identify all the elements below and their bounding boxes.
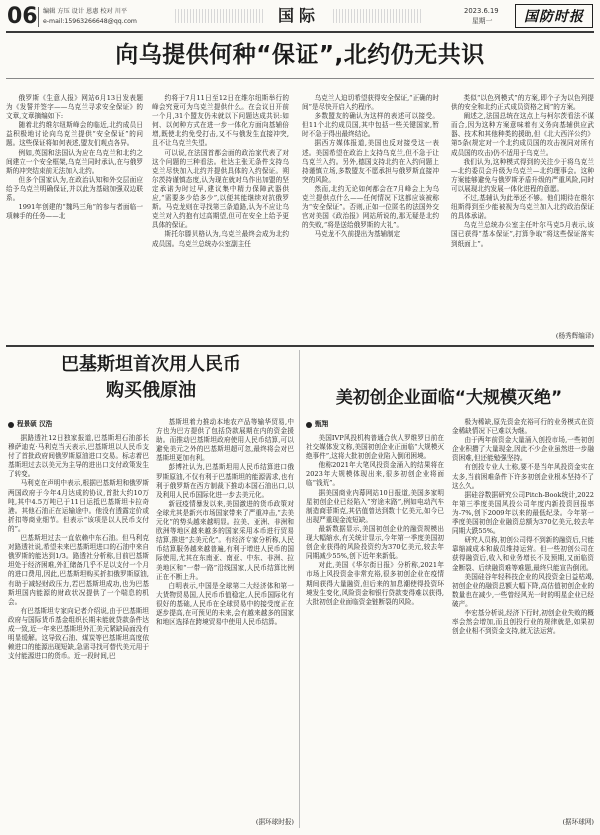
- paragraph: 可以说,在法国首都会面的政治家代表了对这个问题的三种看法。杜达主张无条件支持乌克兰尽快加入北约并提供具体的入约保证。朔尔茨持谨慎态度,认为现在就对乌作出加盟的坚定承诺为时过早,建议集中精力保障武器供应,“需要多少给多少”,以便其能继续对抗俄罗斯。马克龙则在寻找第三条道路,认为不应让乌克兰对入约抱有过高期望,但可在安全上给予更具体的保证。: [152, 148, 289, 230]
- article3-headline: 美初创企业面临“大规模灭绝”: [335, 388, 563, 408]
- paragraph: 据美国商业内幕网站10日报道,美国多家明星初创企业已经陷入“穷途末路”,例如电动汽车制造商菲斯克,其估值曾达到数十亿美元,如今已出现严重现金流短缺。: [306, 488, 444, 524]
- paragraph: 美国IVP风投机构普通合伙人罗维罗日前在社交媒体发文称,美国初创企业正面临“大规模灭绝事件”,这将大批初创企业陷入倒闭困境。: [306, 434, 444, 461]
- paragraph: 乌克兰人迫切希望获得安全保证,“正确的时间”是尽快开启入约程序。: [302, 94, 439, 112]
- paragraph: 马克龙不久前提出为基辅制定: [314, 230, 401, 239]
- paragraph: 美国硅谷年轻科技企业的风投资金日益枯竭,初创企业的融资总额大幅下降,高估值初创企业的数量也在减少,一些曾经风光一时的明星企业已经破产。: [452, 572, 594, 608]
- paragraph: 阐述之,法国总统在这点上与柯尔茨看法不谋而合,因为这种方案意味着有义务向基辅供应武器、技术和其他种类的援助,但《北大西洋公约》第5条(规定对一个北约成员国的攻击视同对所有成员国的攻击)仍不适用于乌克兰。: [451, 112, 594, 157]
- paragraph: 例如,英国和法国认为应在乌克兰和北约之间建立一个安全框架,乌克兰同时承认,在与俄罗斯的冲突结束前无法加入北约。: [6, 148, 143, 175]
- article2-column-2: [156, 418, 294, 818]
- article1-column-4: [451, 94, 594, 330]
- masthead-logo: [515, 4, 593, 28]
- article3-byline: [306, 420, 426, 429]
- section-title: 国际: [277, 6, 320, 25]
- page-number: 06: [7, 4, 38, 29]
- paragraph: 斯托尔滕贝格认为,乌克兰最终会成为北约成员国。乌克兰总统办公室副主任: [152, 230, 289, 248]
- paragraph: 俄罗斯《生意人报》网站6月13日发表题为《发誓并签字——乌克兰寻求安全保证》的文章,文章摘编如下:: [6, 94, 143, 121]
- section-stripes: [175, 9, 265, 23]
- article3-column-1: [306, 434, 444, 830]
- paragraph: 李宏基分析说,经济下行时,初创企业失败的概率会然会增加,而且创投行业的规律就是,如果初创企业相不到资金支持,就无法运营。: [452, 608, 594, 636]
- paragraph: 不过,基辅认为此举还不够。他们期待在维尔纽斯得到至少能被视为乌克兰加入北约政治保证的具体承诺。: [451, 194, 594, 221]
- paragraph: 极为稀缺,原先资金充裕可行的业务模式在资金稀缺情况下已难以为继。: [452, 418, 594, 436]
- paragraph: 我们认为,这种模式得到的关注少于将乌克兰—北约委员会升级为乌克兰—北约理事会。这种方案能够避免与俄罗斯矛盾升级的严重风险,同时可以展现北约发展一体化进程的意愿。: [451, 157, 594, 193]
- section-stripes-right: [333, 9, 423, 23]
- paragraph: 据路透社12日独家报道,巴基斯坦石油部长穆萨迪克·马利克当天表示,巴基斯坦以人民币支付了首批政府间俄罗斯原油进口交易。标志着巴基斯坦过去以美元为主导的进出口支付政策发生了转变。: [8, 434, 149, 479]
- paragraph: 研究人员称,初创公司得不到新的融资后,只能靠缩减成本和裁员维持运营。但一些初创公司在获得融资后,收入和业务增长不及预期,又面临资金断裂、后续融资难等难题,最终只能宣告倒闭。: [452, 536, 594, 572]
- article1-headline: 向乌提供何种“保证”,北约仍无共识: [115, 42, 485, 68]
- paragraph: 有巴基斯坦专家向记者介绍说,由于巴基斯坦政府与国际货币基金组织长期未能就贷款条件达成一致,近一年来巴基斯坦外汇美元紧缺局面没有明显缓解。这导致石油、煤炭等巴基斯坦高度依赖进口的能源出现短缺,急需寻找可替代美元用于支付能源进口的货币。近一段时间,巴: [8, 606, 149, 661]
- issue-date: 2023.6.19: [464, 7, 499, 15]
- article1-column-2: [152, 94, 289, 338]
- byline-author: 甄翔: [315, 420, 329, 428]
- header-divider-left: [38, 7, 39, 27]
- paragraph: 由于两年前资金大量涌入创投市场,一些初创企业积攒了大量现金,因此不少企业虽然进一步融资困难,但还能勉强坚持。: [452, 436, 594, 463]
- byline-bullet-icon: [306, 422, 312, 428]
- paragraph: 对此,美国《华尔街日报》分析称,2021年市场上风投资金非常充裕,很多初创企业在疫情期间获得大量融资,但后来的加息潮使得投资环境发生变化,风险资金和银行贷款变得难以获得,大批初创企业面临资金链断裂的风险。: [306, 561, 444, 606]
- article1-source: (杨秀辉编译): [555, 332, 594, 340]
- article1-column-1: [6, 94, 143, 322]
- article2-byline: [8, 420, 138, 429]
- header-rule: [6, 31, 594, 33]
- paragraph: 然而,北约无论如何都会在7月峰会上为乌克兰提供点什么——任何情况下这都应该被称为“安全保证”。否则,正如一位匿名的法国外交官对美国《政治报》网站所说的,那无疑是北约的失败,“将是送给俄罗斯的大礼”。: [302, 184, 439, 230]
- paragraph: 1991年创建的“魏玛三角”的参与者面临一项棘手的任务——北: [6, 203, 143, 221]
- editor-credits: 编辑 方压 设计 恩惠 校对 川平: [43, 8, 128, 15]
- paragraph: 随着北约维尔纽斯峰会的临近,北约成员日益积极地讨论向乌克兰提供“安全保证”的问题。这些保证将如何表述,盟友们观点各异。: [6, 121, 143, 148]
- masthead-text: 国防时报: [524, 9, 584, 25]
- paragraph: 基斯坦着力推动本地农产品等输华贸易,中方也为巴方提供了包括贷款展期在内的资金援助。而推动巴基斯坦政府使用人民币结算,可以避免美元之外的巴基斯坦超可忽,最终将会对巴基斯坦更加有利。: [156, 418, 294, 463]
- editor-email: e-mail:15963266648@qq.com: [43, 18, 137, 25]
- article2-column-1: [8, 434, 149, 830]
- paragraph: 巴基斯坦过去一直依赖中东石油。但马利克对路透社说,希望未来巴基斯坦进口的石油中来自俄罗斯的能达到1/3。路透社分析称,目前巴基斯坦处于经济困难,外汇储备几乎不足以支付一个月的进口费用,因此,巴基斯坦购买折扣俄罗斯原油,有助于减轻财政压力,若巴基斯坦成功,也为巴基斯坦国内能源的财政状况提供了一个喘息的机会。: [8, 534, 149, 606]
- column-divider: [299, 350, 300, 828]
- paragraph: 乌克兰总统办公室主任叶尔马克5月表示,该国已获得“基本保证”,打算争取“将这些保证落实到纸面上”。: [451, 221, 594, 248]
- paragraph: 据硅谷数据研究公司Pitch-Book统计,2022年第三季度美国风投公司年度内新投资回报率为-7%,创下2009年以来的最低纪录。今年第一季度美国初创企业融资总额为370亿美元,较去年同期大跌55%。: [452, 490, 594, 536]
- paragraph: 马利克在声明中表示,根据巴基斯坦和俄罗斯两国政府于今年4月达成的协议,首批大约10万吨,其中4.5万吨已于11日运抵巴基斯坦卡拉奇港。其他石油正在运输途中。他没有透露定价或折扣等商业细节。但表示“该项是以人民币支付的”。: [8, 479, 149, 533]
- article3-column-2: [452, 418, 594, 818]
- paragraph: 有创投专业人士称,要不是当年风投资金实在太多,当前困难条件下许多初创企业根本坚持不了这么久。: [452, 463, 594, 490]
- article1-column-3: [302, 94, 439, 338]
- paragraph: 约将于7月11日至12日在维尔纽斯举行的峰会究竟可为乌克兰提供什么。在会议日开前一个月,31个盟友仍未就以下问题达成共识:如何、以何种方式在进一步一体化方面向基辅倍增,既使北约免受打击,又不与俄发生直接冲突,且不让乌克兰失望。: [152, 94, 289, 148]
- byline-author: 程景硕 汉浩: [17, 420, 53, 428]
- paragraph: 新冠疫情暴发以来,美国激进的货币政策对全球尤其是新兴市场国家带来了严重冲击,“去美元化”的势头越来越明显。拉美、亚洲、非洲和欧洲等地区越来越多的国家采用本币进行贸易结算,推进“去美元化”。有经济专家分析称,人民币结算服务越来越普遍,有利于增进人民币的国际使用,尤其在东南亚、南亚、中东、非洲、拉美地区和“一带一路”沿线国家,人民币结算比例正在不断上升。: [156, 499, 294, 581]
- paragraph: 最新数据显示,美国初创企业的融资规模出现大幅缩水,有关统计显示,今年第一季度美国初创企业获得的风险投资约为370亿美元,较去年同期减少55%,创下近年来新低。: [306, 524, 444, 561]
- byline-bullet-icon: [8, 422, 14, 428]
- article-separator: [6, 345, 594, 347]
- paragraph: 但多个国家认为,在政治认知和外交层面应给予乌克兰明确保证,并以此为基础加强双边联系。: [6, 175, 143, 203]
- paragraph: 他称2021年大笔风投资金涌入的结果将在2023年大规模体现出来,很多初创企业将面临“钱荒”。: [306, 461, 444, 488]
- article2-headline-line2: 购买俄原油: [106, 380, 196, 401]
- article2-source: (据环球时报): [255, 818, 294, 826]
- paragraph: 据西方媒体报道,美国也反对接受这一表述。美国希望在政治上支持乌克兰,但不急于让乌克兰入约。另外,德国支持北约在入约问题上持谨慎立场,多数盟友不愿承担与俄罗斯直接冲突的风险。: [302, 139, 439, 184]
- paragraph: 类似“以色列模式”的方案,即个子为以色列提供的安全和北约正式成员资格之间”的方案。: [451, 94, 594, 112]
- paragraph: 多数盟友的确认为这样的表述可以接受。但11个北约成员国,其中包括一些关键国家,暂时不急于得出最终结论。: [302, 112, 439, 139]
- paragraph: 白明表示,中国是全球第二大经济体和第一大货物贸易国,人民币币值稳定,人民币国际化有很好的基础,人民币在全球贸易中的接受度正在逐步提高,在可预见的未来,会有越来越多的国家和地区选择在跨境贸易中使用人民币结算。: [156, 581, 294, 627]
- paragraph: 彭博社认为,巴基斯坦用人民币结算进口俄罗斯原油,不仅有利于巴基斯坦的能源需求,也有利于俄罗斯在西方制裁下推动本国石油出口,以及利用人民币国际化进一步去美元化。: [156, 463, 294, 499]
- issue-weekday: 星期一: [472, 17, 493, 25]
- article2-headline-line1: 巴基斯坦首次用人民币: [61, 354, 241, 375]
- article1-headline-rule: [6, 78, 594, 79]
- article3-source: (据环球网): [562, 818, 594, 826]
